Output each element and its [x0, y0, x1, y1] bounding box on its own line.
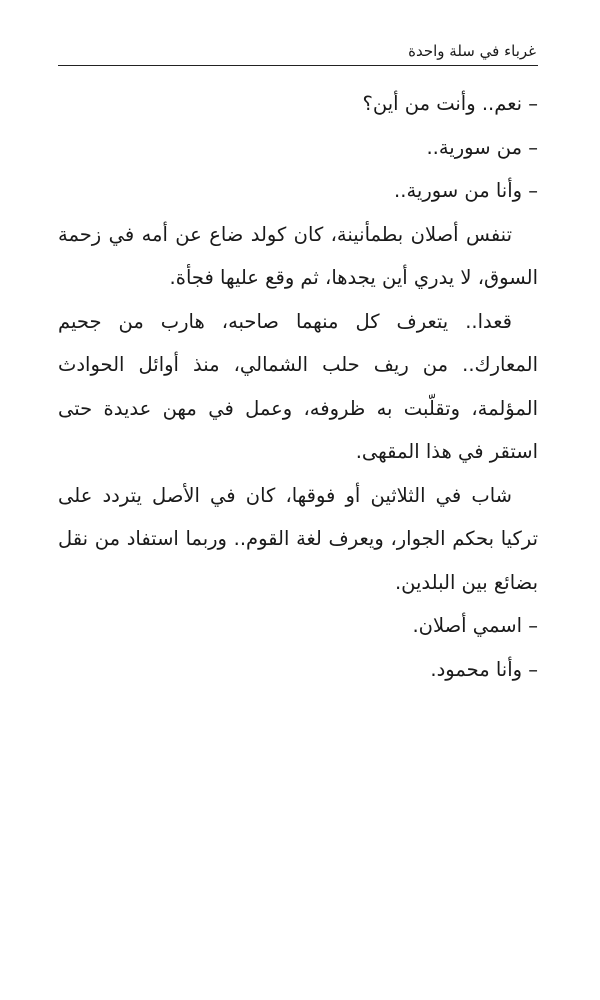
narration-paragraph: تنفس أصلان بطمأنينة، كان كولد ضاع عن أمه في زحمة السوق، لا يدري أين يجدها، ثم وقع عليها فجأة.: [58, 222, 538, 289]
dialogue-line: – وأنا من سورية..: [394, 179, 538, 202]
running-header: [58, 38, 538, 66]
dialogue-line: – وأنا محمود.: [430, 657, 538, 681]
dialogue-line: – اسمي أصلان.: [412, 614, 538, 637]
narration-paragraph: شاب في الثلاثين أو فوقها، كان في الأصل يتردد على تركيا بحكم الجوار، ويعرف لغة القوم.. وربما استفاد من نقل بضائع بين البلدين.: [58, 483, 538, 594]
dialogue-line: – نعم.. وأنت من أين؟: [362, 92, 538, 115]
narration-paragraph: قعدا.. يتعرف كل منهما صاحبه، هارب من جحيم المعارك.. من ريف حلب الشمالي، منذ أوائل الحوادث المؤلمة، وتقلّبت به ظروفه، وعمل في مهن عديدة حتى استقر في هذا المقهى.: [58, 309, 538, 463]
dialogue-line: – من سورية..: [426, 135, 538, 159]
page-body: [58, 82, 538, 691]
running-title: غرباء في سلة واحدة: [408, 42, 536, 60]
